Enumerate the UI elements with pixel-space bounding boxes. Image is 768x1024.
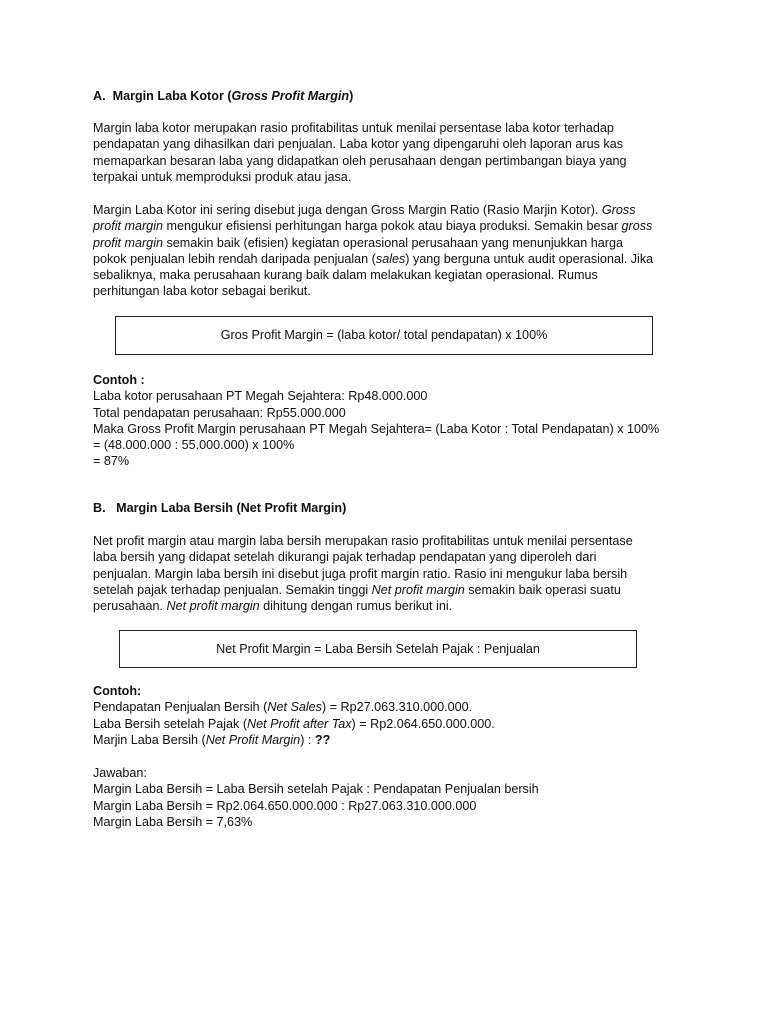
section-a-heading: A. Margin Laba Kotor (Gross Profit Margin) <box>93 89 354 103</box>
net-profit-formula: Net Profit Margin = Laba Bersih Setelah Pajak : Penjualan <box>216 641 540 656</box>
gross-profit-formula: Gros Profit Margin = (laba kotor/ total pendapatan) x 100% <box>220 328 548 343</box>
example-title: Contoh: <box>93 684 142 698</box>
example-title: Contoh : <box>93 373 145 387</box>
section-a-paragraph-1: Margin laba kotor merupakan rasio profitabilitas untuk menilai persentase laba kotor terhadap pendapatan yang dihasilkan dari penjualan. Laba kotor yang dipengaruhi oleh laporan arus kas memaparkan besaran laba yang didapatkan oleh perusahaan dengan pertimbangan biaya yang terpakai untuk memproduksi produk atau jasa. <box>93 121 627 184</box>
section-b-paragraph: Net profit margin atau margin laba bersih merupakan rasio profitabilitas untuk menilai persentase laba bersih yang didapat setelah dikurangi pajak terhadap pendapatan yang diperoleh dari penjualan. Margin laba bersih ini disebut juga profit margin ratio. Rasio ini mengukur laba bersih setelah pajak terhadap penjualan. Semakin tinggi Net profit margin semakin baik operasi suatu perusahaan. Net profit margin dihitung dengan rumus berikut ini. <box>93 534 633 614</box>
gross-profit-formula-box <box>115 316 653 355</box>
section-b-heading: B. Margin Laba Bersih (Net Profit Margin) <box>93 501 347 515</box>
section-a-paragraph-2: Margin Laba Kotor ini sering disebut juga dengan Gross Margin Ratio (Rasio Marjin Kotor). Gross profit margin mengukur efisiensi perhitungan harga pokok atau biaya produksi. Semakin besar gross profit margin semakin baik (efisien) kegiatan operasional perusahaan yang menunjukkan harga pokok penjualan lebih rendah daripada penjualan (sales) yang berguna untuk audit operasional. Jika sebaliknya, maka perusahaan kurang baik dalam melakukan kegiatan operasional. Rumus perhitungan laba kotor sebagai berikut. <box>93 203 654 299</box>
section-b-answer: Jawaban: Margin Laba Bersih = Laba Bersih setelah Pajak : Pendapatan Penjualan bersih Margin Laba Bersih = Rp2.064.650.000.000 : Rp27.063.310.000.000 Margin Laba Bersih = 7,63% <box>93 765 683 830</box>
answer-title: Jawaban: <box>93 766 147 780</box>
section-b-example: Contoh: Pendapatan Penjualan Bersih (Net Sales) = Rp27.063.310.000.000. Laba Bersih setelah Pajak (Net Profit after Tax) = Rp2.064.650.000.000. Marjin Laba Bersih (Net Profit Margin) : ?? <box>93 683 683 748</box>
net-profit-formula-box <box>119 630 637 668</box>
section-a-example: Contoh : Laba kotor perusahaan PT Megah Sejahtera: Rp48.000.000 Total pendapatan perusahaan: Rp55.000.000 Maka Gross Profit Margin perusahaan PT Megah Sejahtera= (Laba Kotor : Total Pendapatan) x 100% = (48.000.000 : 55.000.000) x 100% = 87% <box>93 372 683 470</box>
